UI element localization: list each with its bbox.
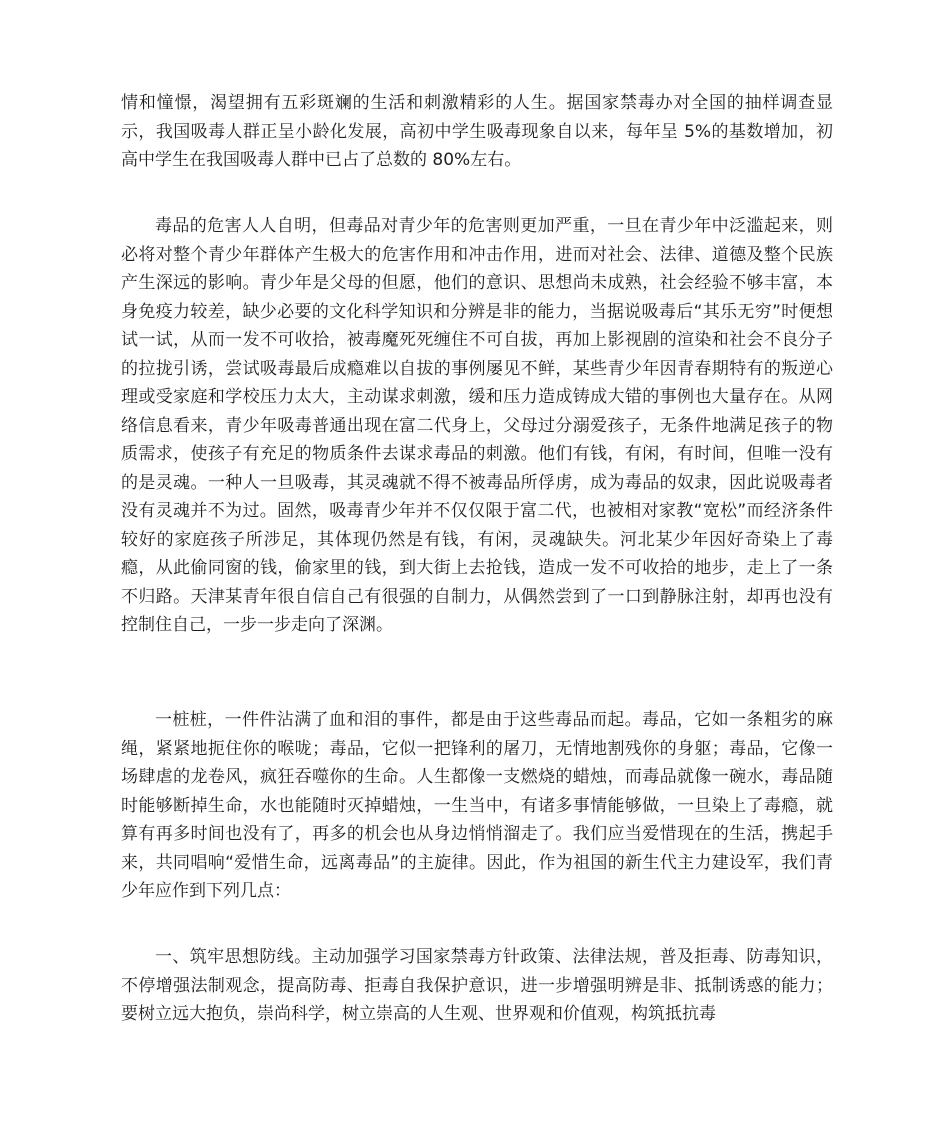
paragraph-drug-harm: 毒品的危害人人自明，但毒品对青少年的危害则更加严重，一旦在青少年中泛滥起来，则必将对整个青少年群体产生极大的危害作用和冲击作用，进而对社会、法律、道德及整个民族产生深远的影响。青少年是父母的但愿，他们的意识、思想尚未成熟，社会经验不够丰富，本身免疫力较差，缺少必要的文化科学知识和分辨是非的能力，当据说吸毒后“其乐无穷”时便想试一试，从而一发不可收拾，被毒魔死死缠住不可自拔，再加上影视剧的渲染和社会不良分子的拉拢引诱，尝试吸毒最后成瘾难以自拔的事例屡见不鲜，某些青少年因青春期特有的叛逆心理或受家庭和学校压力太大，主动谋求刺激，缓和压力造成铸成大错的事例也大量存在。从网络信息看来，青少年吸毒普通出现在富二代身上，父母过分溺爱孩子，无条件地满足孩子的物质需求，使孩子有充足的物质条件去谋求毒品的刺激。他们有钱，有闲，有时间，但唯一没有的是灵魂。一种人一旦吸毒，其灵魂就不得不被毒品所俘虏，成为毒品的奴隶，因此说吸毒者没有灵魂并不为过。固然，吸毒青少年并不仅仅限于富二代，也被相对家教“宽松”而经济条件较好的家庭孩子所涉足，其体现仍然是有钱，有闲，灵魂缺失。河北某少年因好奇染上了毒瘾，从此偷同窗的钱，偷家里的钱，到大街上去抢钱，造成一发不可收拾的地步，走上了一条不归路。天津某青年很自信自己有很强的自制力，从偶然尝到了一口到静脉注射，却再也没有控制住自己，一步一步走向了深渊。: [121, 216, 833, 635]
paragraph-drug-survey: 情和憧憬，渴望拥有五彩斑斓的生活和刺激精彩的人生。据国家禁毒办对全国的抽样调查显示，我国吸毒人群正呈小龄化发展，高初中学生吸毒现象自以来，每年呈 5%的基数增加，初高中学生在我国吸毒人群中已占了总数的 80%左右。: [121, 93, 833, 170]
paragraph-point-one: 一、筑牢思想防线。主动加强学习国家禁毒方针政策、法律法规，普及拒毒、防毒知识，不停增强法制观念，提高防毒、拒毒自我保护意识，进一步增强明辨是非、抵制诱惑的能力；要树立远大抱负，崇尚科学，树立崇高的人生观、世界观和价值观，构筑抵抗毒: [121, 947, 833, 1024]
paragraph-drug-metaphor: 一桩桩，一件件沾满了血和泪的事件，都是由于这些毒品而起。毒品，它如一条粗劣的麻绳，紧紧地扼住你的喉咙；毒品，它似一把锋利的屠刀，无情地割残你的身躯；毒品，它像一场肆虐的龙卷风，疯狂吞噬你的生命。人生都像一支燃烧的蜡烛，而毒品就像一碗水，毒品随时能够断掉生命，水也能随时灭掉蜡烛，一生当中，有诸多事情能够做，一旦染上了毒瘾，就算有再多时间也没有了，再多的机会也从身边悄悄溜走了。我们应当爱惜现在的生活，携起手来，共同唱响“爱惜生命，远离毒品”的主旋律。因此，作为祖国的新生代主力建设军，我们青少年应作到下列几点：: [121, 710, 833, 901]
